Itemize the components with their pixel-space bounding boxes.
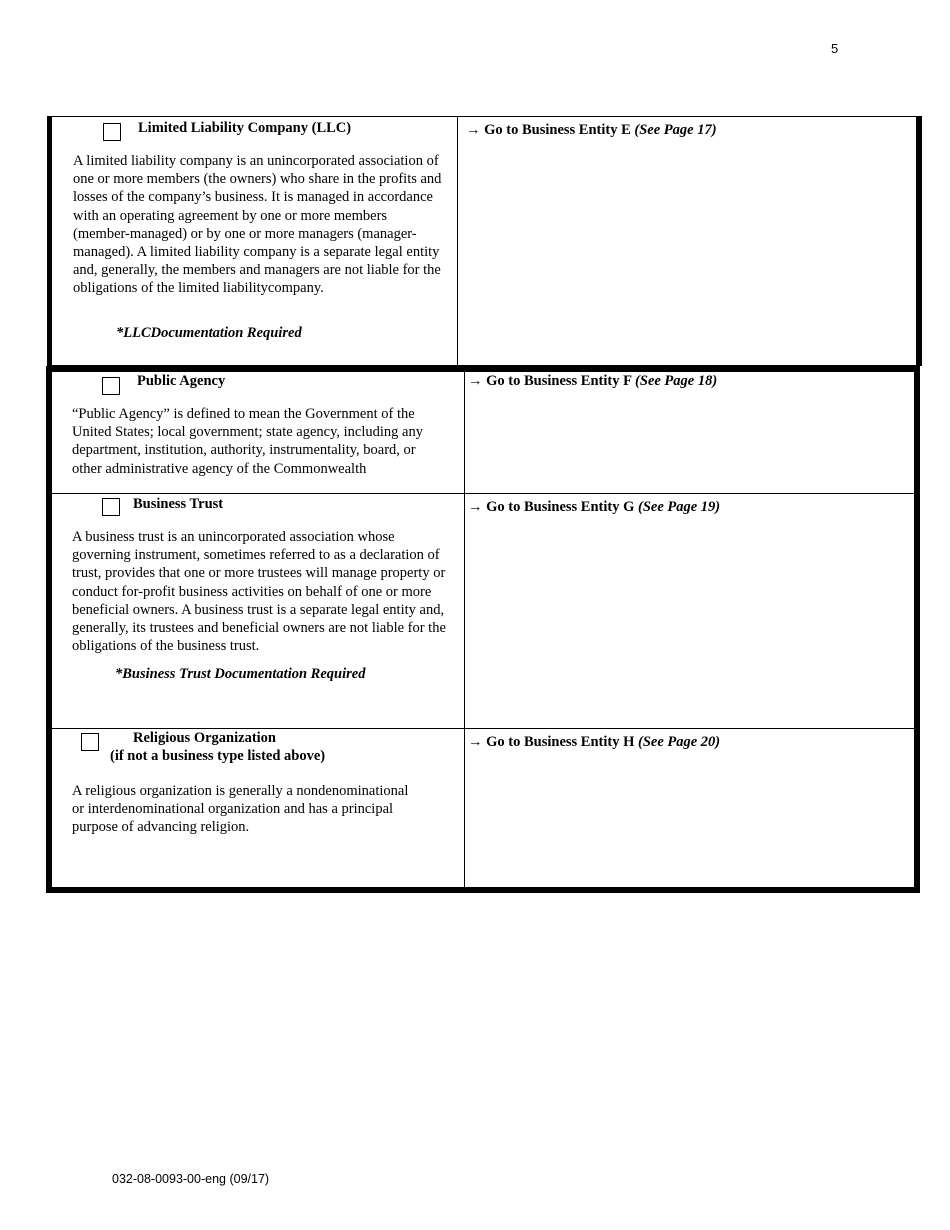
religious-organization-goto-link[interactable] — [468, 734, 720, 751]
public-agency-goto-link[interactable] — [468, 373, 717, 390]
entities-section — [46, 366, 920, 893]
llc-goto-page: (See Page 17) — [634, 122, 717, 138]
religious-organization-title: Religious Organization — [133, 730, 276, 746]
religious-organization-goto-page: (See Page 20) — [638, 734, 721, 750]
form-code: 032-08-0093-00-eng (09/17) — [112, 1172, 270, 1186]
religious-organization-goto-text: → Go to Business Entity H — [468, 734, 635, 750]
llc-description: A limited liability company is an unincorporated association of one or more members (the owners) who share in the profits and losses of the company’s business. It is managed in accordance with an operating agreement by one or more members (member-managed) or by one or more managers (manager-managed). A limited liability company is a separate legal entity and, generally, the members and managers are not liable for the obligations of the limited liabilitycompany. — [73, 153, 442, 297]
llc-goto-text: → Go to Business Entity E — [466, 122, 631, 138]
llc-goto-link[interactable] — [466, 122, 717, 139]
business-trust-title: Business Trust — [133, 496, 224, 512]
llc-documentation-required: *LLCDocumentation Required — [116, 325, 302, 341]
religious-organization-checkbox[interactable] — [81, 733, 99, 751]
business-trust-goto-page: (See Page 19) — [638, 499, 721, 515]
business-trust-documentation-required: *Business Trust Documentation Required — [115, 666, 366, 682]
business-trust-description: A business trust is an unincorporated association whose governing instrument, sometimes referred to as a declaration of trust, provides that one or more trustees will manage property or conduct for-profit business activities on behalf of one or more beneficial owners. A business trust is a separate legal entity and, generally, its trustees and beneficial owners are not liable for the obligations of the business trust. — [72, 529, 446, 655]
business-trust-goto-text: → Go to Business Entity G — [468, 499, 635, 515]
public-agency-description: “Public Agency” is defined to mean the Government of the United States; local government; state agency, including any department, institution, authority, instrumentality, board, or other administrative agency of the Commonwealth — [72, 406, 423, 477]
llc-checkbox[interactable] — [103, 123, 121, 141]
religious-organization-subtitle: (if not a business type listed above) — [110, 748, 326, 764]
public-agency-goto-page: (See Page 18) — [635, 373, 718, 389]
llc-section — [47, 116, 922, 366]
religious-organization-description: A religious organization is generally a nondenominational or interdenominational organization and has a principal purpose of advancing religion. — [72, 783, 409, 836]
public-agency-checkbox[interactable] — [102, 377, 120, 395]
llc-title: Limited Liability Company (LLC) — [138, 120, 352, 136]
business-trust-checkbox[interactable] — [102, 498, 120, 516]
business-trust-goto-link[interactable] — [468, 499, 720, 516]
public-agency-goto-text: → Go to Business Entity F — [468, 373, 632, 389]
public-agency-title: Public Agency — [137, 373, 226, 389]
page-number: 5 — [831, 41, 839, 56]
